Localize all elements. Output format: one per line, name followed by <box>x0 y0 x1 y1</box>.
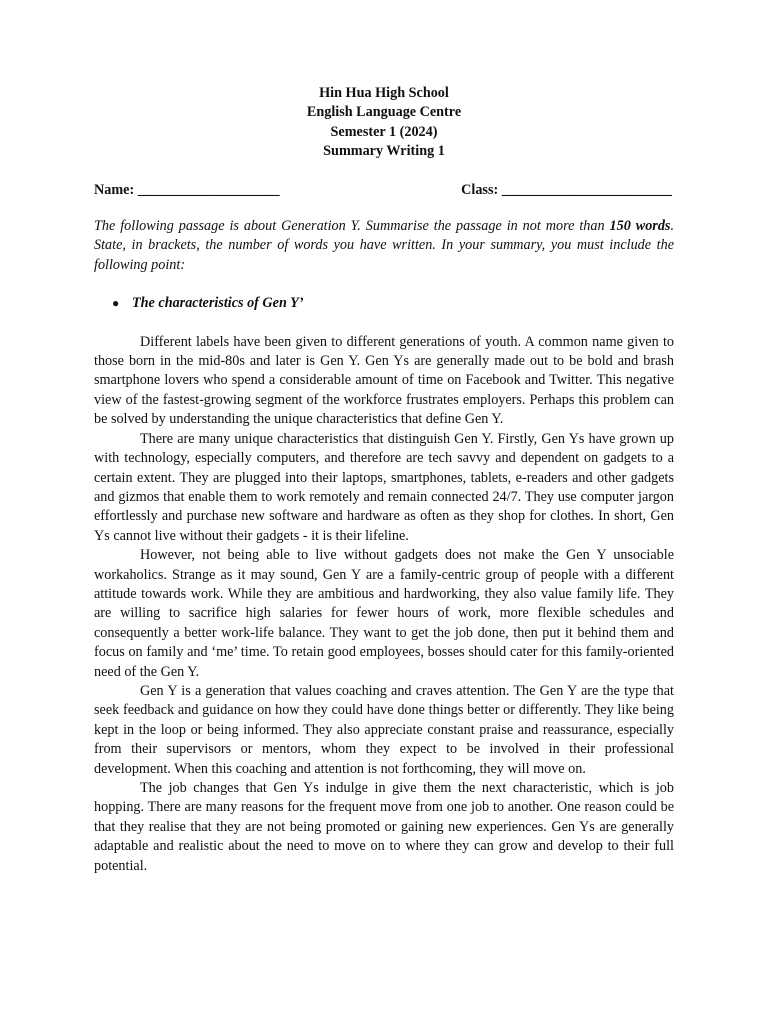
instructions-part-2: . State, in brackets, the number of words you have written. In your summary, you must include the following point: <box>94 218 674 273</box>
passage-paragraph: However, not being able to live without gadgets does not make the Gen Y unsociable workaholics. Strange as it may sound, Gen Y are a family-centric group of people with a different attitude towards work. While they are ambitious and hardworking, they also value family life. They are willing to sacrifice high salaries for fewer hours of work, more flexible schedules and consequently a better work-life balance. They want to get the job done, then put it behind them and focus on family and ‘me’ time. To retain good employees, bosses should cater for this family-oriented need of the Gen Y. <box>94 547 674 680</box>
class-field: Class: ________________________ <box>461 181 672 198</box>
word-limit: 150 words <box>609 218 671 235</box>
bullet-icon: ● <box>112 296 120 311</box>
passage-paragraph: Different labels have been given to different generations of youth. A common name given to those born in the mid-80s and later is Gen Y. Gen Ys are generally made out to be bold and brash smartphone lovers who spend a considerable amount of time on Facebook and Twitter. This negative view of the fastest-growing segment of the workforce frustrates employers. Perhaps this problem can be solved by understanding the unique characteristics that define Gen Y. <box>94 333 674 428</box>
name-field: Name: ____________________ <box>94 181 280 198</box>
centre-name: English Language Centre <box>306 104 462 121</box>
passage-paragraph: Gen Y is a generation that values coaching and craves attention. The Gen Y are the type that seek feedback and guidance on how they could have done things better or differently. They like being kept in the loop or being informed. They also appreciate constant praise and reassurance, especially from their supervisors or mentors, whom they expect to be involved in their professional development. When this coaching and attention is not forthcoming, they will move on. <box>94 682 674 777</box>
passage <box>94 333 674 876</box>
passage-paragraph: There are many unique characteristics that distinguish Gen Y. Firstly, Gen Ys have grown up with technology, especially computers, and therefore are tech savvy and dependent on gadgets to a certain extent. They are plugged into their laptops, smartphones, tablets, e-readers and other gadgets and gizmos that enable them to work remotely and remain connected 24/7. They use computer jargon effortlessly and purchase new software and hardware as often as they shop for clothes. In short, Gen Ys cannot live without their gadgets - it is their lifeline. <box>94 430 674 544</box>
semester-label: Semester 1 (2024) <box>330 123 438 140</box>
instructions <box>94 217 674 275</box>
instructions-part-1: The following passage is about Generation Y. Summarise the passage in not more than <box>94 218 610 235</box>
passage-paragraph: The job changes that Gen Ys indulge in give them the next characteristic, which is job hopping. There are many reasons for the frequent move from one job to another. One reason could be that they realise that they are not being promoted or gaining new experiences. Gen Ys are generally adaptable and realistic about the need to move on to where they can grow and develop to their full potential. <box>94 780 674 874</box>
school-name: Hin Hua High School <box>319 85 449 101</box>
required-point <box>94 294 674 313</box>
student-fields <box>94 181 674 200</box>
worksheet-page <box>94 84 674 876</box>
task-title: Summary Writing 1 <box>323 143 445 160</box>
required-point-text: The characteristics of Gen Y’ <box>132 295 304 312</box>
document-header <box>94 84 674 162</box>
